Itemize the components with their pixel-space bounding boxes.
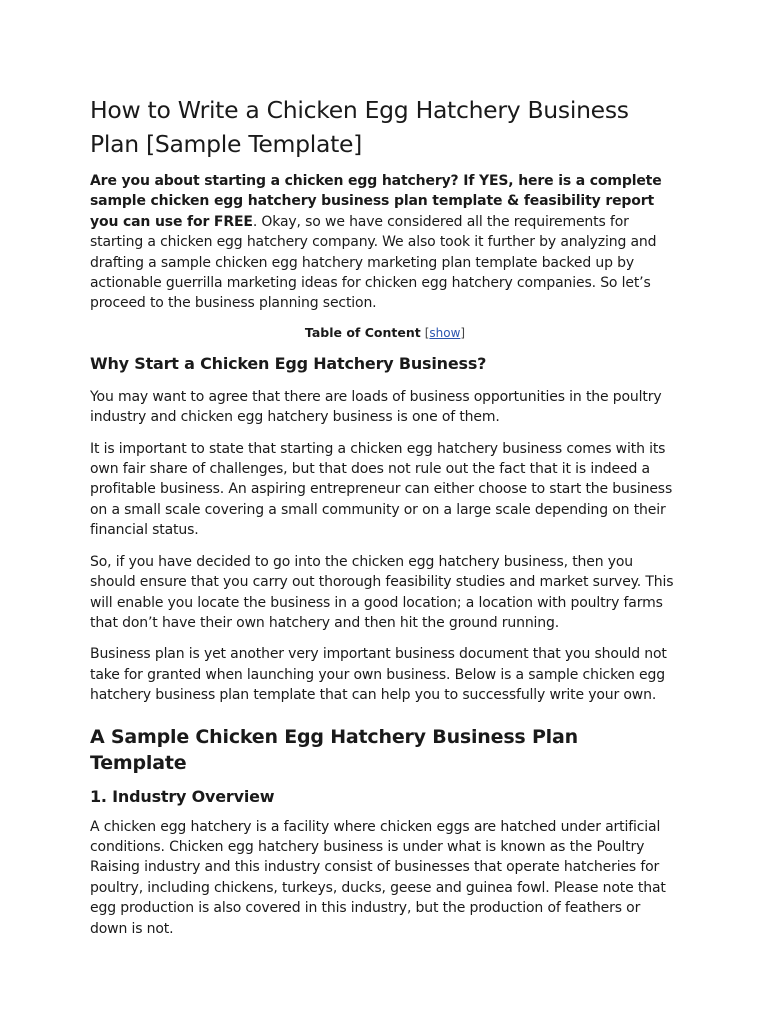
toc-bracket-open: [ <box>424 325 430 340</box>
article-title: How to Write a Chicken Egg Hatchery Business Plan [Sample Template] <box>90 96 629 158</box>
table-of-content <box>90 323 680 343</box>
intro-text: . Okay, so we have considered all the requirements for starting a chicken egg hatchery company. We also took it further by analyzing and drafting a sample chicken egg hatchery marketing plan template backed up by actionable guerrilla marketing ideas for chicken egg hatchery companies. So let’s proceed to the business planning section. <box>90 213 657 312</box>
why-paragraph-3: So, if you have decided to go into the chicken egg hatchery business, then you should ensure that you carry out thorough feasibility studies and market survey. This will enable you locate the business in a good location; a location with poultry farms that don’t have their own hatchery and then hit the ground running. <box>90 553 674 631</box>
intro-bold-text: Are you about starting a chicken egg hatchery? If YES, here is a complete sample chicken egg hatchery business plan template & feasibility report you can use for FREE <box>90 173 662 230</box>
industry-overview-paragraph: A chicken egg hatchery is a facility where chicken eggs are hatched under artificial conditions. Chicken egg hatchery business is under what is known as the Poultry Raising industry and this industry consist of businesses that operate hatcheries for poultry, including chickens, turkeys, ducks, geese and guinea fowl. Please note that egg production is also covered in this industry, but the production of feathers or down is not. <box>90 818 666 937</box>
intro-paragraph <box>90 171 680 314</box>
why-heading: Why Start a Chicken Egg Hatchery Business? <box>90 353 487 373</box>
toc-bracket-close: ] <box>460 325 466 340</box>
why-paragraph-1: You may want to agree that there are loads of business opportunities in the poultry industry and chicken egg hatchery business is one of them. <box>90 388 662 426</box>
why-paragraph-2: It is important to state that starting a chicken egg hatchery business comes with its own fair share of challenges, but that does not rule out the fact that it is indeed a profitable business. An aspiring entrepreneur can either choose to start the business on a small scale covering a small community or on a large scale depending on their financial status. <box>90 440 673 539</box>
template-heading: A Sample Chicken Egg Hatchery Business Plan Template <box>90 725 578 774</box>
why-paragraph-4: Business plan is yet another very important business document that you should not take for granted when launching your own business. Below is a sample chicken egg hatchery business plan template that can help you to successfully write your own. <box>90 646 667 704</box>
toc-label: Table of Content <box>304 324 421 340</box>
industry-overview-heading: 1. Industry Overview <box>90 786 275 806</box>
toc-show-link[interactable]: show <box>429 325 461 340</box>
